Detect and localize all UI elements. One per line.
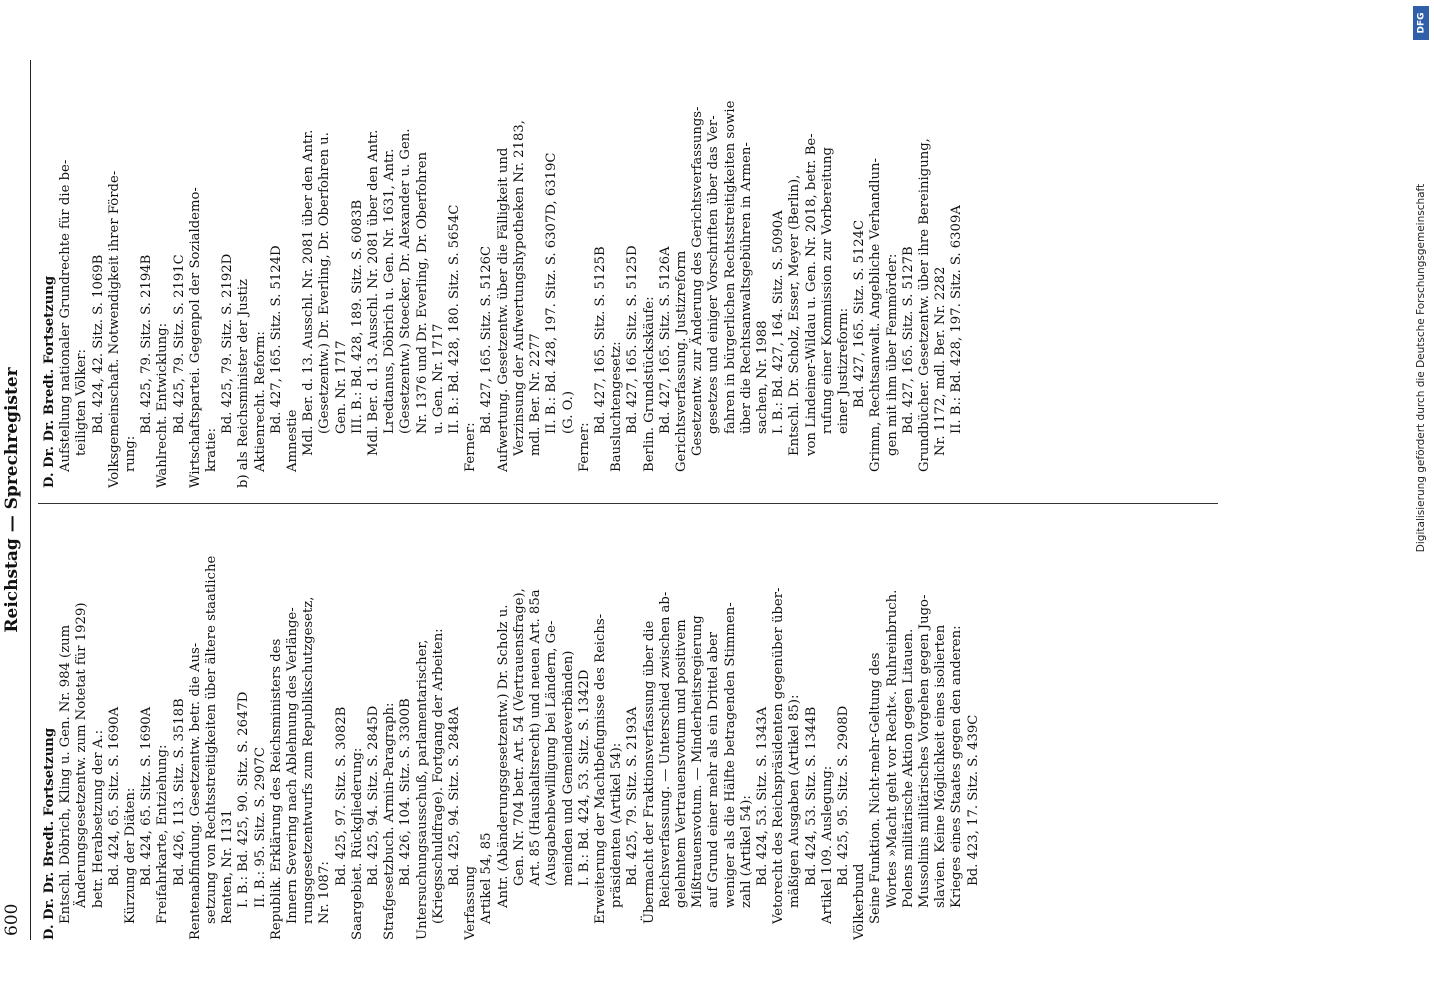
index-line: Mdl. Ber. d. 13. Ausschl. Nr. 2081 über den Antr. <box>301 129 317 456</box>
index-line: Gerichtsverfassung. Justizreform <box>673 250 689 472</box>
index-line: D. Dr. Dr. Bredt. Fortsetzung <box>42 727 57 940</box>
index-line: mäßigen Ausgaben (Artikel 85): <box>787 694 803 908</box>
index-line: (Gesetzentw.) Stoecker, Dr. Alexander u. Gen. <box>398 128 414 434</box>
index-line: b) als Reichsminister der Justiz <box>236 279 252 488</box>
index-line: Renten, Nr. 1131 <box>220 809 236 924</box>
index-line: Aufstellung nationaler Grundrechte für die be- <box>58 159 74 472</box>
index-line: Bd. 427, 165. Sitz. S. 5126A <box>657 246 673 434</box>
index-line: Bd. 427, 165. Sitz. S. 5124D <box>268 245 284 434</box>
page-title: Reichstag — Sprechregister <box>2 367 22 633</box>
left-column <box>42 520 982 940</box>
rotated-page <box>2 60 1302 940</box>
index-line: Bd. 425, 97. Sitz. S. 3082B <box>333 706 349 886</box>
index-line: Erweiterung der Machtbefugnisse des Reichs- <box>592 613 608 924</box>
index-line: Krieges eines Staates gegen den anderen: <box>949 625 965 908</box>
dfg-logo: DFG <box>1413 6 1429 40</box>
index-line: teiligten Völker: <box>74 349 90 456</box>
index-line: Mussolinis militärisches Vorgehen gegen Jugo- <box>916 594 932 908</box>
index-line: I. B.: Bd. 424, 53. Sitz. S. 1342D <box>576 669 592 886</box>
page-number: 600 <box>2 903 22 936</box>
index-line: betr. Herabsetzung der A.: <box>90 729 106 908</box>
index-line: Grundbücher. Gesetzentw. über ihre Bereinigung, <box>916 138 932 472</box>
index-line: Artikel 109. Auslegung: <box>819 765 835 924</box>
index-line: Bd. 425, 94. Sitz. S. 2848A <box>447 706 463 886</box>
index-line: Bd. 425, 79. Sitz. S. 2194B <box>139 254 155 434</box>
index-line: Rentenabfindung. Gesetzentw. betr. die Aus- <box>187 642 203 940</box>
index-line: III. B.: Bd. 428, 189. Sitz. S. 6083B <box>349 199 365 434</box>
index-line: I. B.: Bd. 427, 164. Sitz. S. 5090A <box>771 210 787 434</box>
index-line: meinden und Gemeindeverbänden) <box>560 650 576 886</box>
index-line: rung: <box>123 435 139 472</box>
index-line: Ferner: <box>463 422 479 472</box>
index-line: Bd. 426, 113. Sitz. S. 3518B <box>171 698 187 886</box>
index-line: Gesetzentw. zur Änderung des Gerichtsverfassungs- <box>690 106 706 456</box>
index-line: slavien. Keine Möglichkeit eines isolierten <box>933 624 949 908</box>
index-line: (Kriegsschuldfrage). Fortgang der Arbeiten: <box>430 628 446 924</box>
index-line: Bd. 425, 79. Sitz. S. 2192D <box>220 253 236 434</box>
index-line: Bausluchtengesetz: <box>609 341 625 472</box>
index-line: Bd. 427, 165. Sitz. S. 5126C <box>479 245 495 434</box>
header-rule <box>30 60 31 940</box>
index-line: sachen, Nr. 1988 <box>754 320 770 434</box>
right-column <box>42 68 966 488</box>
index-line: Bd. 424, 42. Sitz. S. 1069B <box>90 254 106 434</box>
index-line: Bd. 425, 79. Sitz. S. 2191C <box>171 254 187 434</box>
index-line: Bd. 425, 95. Sitz. S. 2908D <box>835 705 851 886</box>
index-line: Artikel 54, 85 <box>479 832 495 924</box>
index-line: Bd. 427, 165. Sitz. S. 5125B <box>592 246 608 434</box>
index-line: Aufwertung. Gesetzentw. über die Fälligkeit und <box>495 147 511 472</box>
index-line: Innern Severing nach Ablehnung des Verlänge- <box>285 607 301 924</box>
index-line: (Gesetzentw.) Dr. Everling, Dr. Oberfohren u. <box>317 132 333 434</box>
index-line: Entschl. Dr. Scholz, Esser, Meyer (Berlin), <box>787 174 803 456</box>
index-line: Volksgemeinschaft. Notwendigkeit ihrer Förde- <box>106 170 122 488</box>
index-line: Bd. 425, 94. Sitz. S. 2845D <box>366 705 382 886</box>
index-line: Ferner: <box>576 422 592 472</box>
index-line: Kürzung der Diäten: <box>123 787 139 924</box>
index-line: Freifahrkarte, Entziehung: <box>155 744 171 924</box>
index-line: Bd. 423, 17. Sitz. S. 439C <box>965 714 981 886</box>
index-line: rufung einer Kommission zur Vorbereitung <box>819 147 835 434</box>
index-line: Bd. 427, 165. Sitz. S. 5125D <box>625 245 641 434</box>
index-line: Vetorecht des Reichspräsidenten gegenüber über- <box>771 587 787 924</box>
index-line: (Ausgabenbewilligung bei Ländern, Ge- <box>544 620 560 886</box>
index-line: Art. 85 (Haushaltsrecht) und neuen Art. 85a <box>528 589 544 886</box>
index-line: Wirtschaftspartei. Gegenpol der Sozialdemo- <box>187 187 203 488</box>
index-line: II. B.: Bd. 428, 180. Sitz. S. 5654C <box>447 204 463 434</box>
index-line: Reichsverfassung. — Unterschied zwischen ab- <box>657 591 673 908</box>
index-line: Polens militärische Aktion gegen Litauen. <box>900 628 916 908</box>
index-line: Saargebiet. Rückgliederung: <box>349 747 365 940</box>
index-line: präsidenten (Artikel 54): <box>609 742 625 908</box>
index-line: über die Rechtsanwaltsgebühren in Armen- <box>738 142 754 434</box>
index-line: Verfassung <box>463 865 479 940</box>
index-line: Bd. 425, 79. Sitz. S. 2193A <box>625 706 641 886</box>
index-line: Grimm, Rechtsanwalt. Angebliche Verhandlun- <box>868 158 884 472</box>
index-line: Amnestie <box>285 409 301 472</box>
index-line: von Lindeiner-Wildau u. Gen. Nr. 2018, betr. Be- <box>803 133 819 456</box>
index-line: Gen. Nr. 704 betr. Art. 54 (Vertrauensfrage), <box>511 588 527 886</box>
index-line: (G. O.) <box>560 391 576 434</box>
index-line: Bd. 424, 53. Sitz. S. 1343A <box>754 706 770 886</box>
digitization-credit: Digitalisierung gefördert durch die Deutsche Forschungsgemeinschaft <box>1415 183 1427 553</box>
column-divider <box>38 503 1218 504</box>
index-line: Übermacht der Fraktionsverfassung über die <box>641 620 657 924</box>
index-line: mdl. Ber. Nr. 2277 <box>528 333 544 456</box>
index-line: kratie: <box>204 428 220 472</box>
index-line: Nr. 1376 und Dr. Everling, Dr. Oberfohren <box>414 152 430 434</box>
index-line: Lredtanus, Döbrich u. Gen. Nr. 1631, Antr. <box>382 148 398 434</box>
index-line: Nr. 1087: <box>317 861 333 924</box>
index-line: einer Justizreform: <box>835 307 851 434</box>
index-line: II. B.: 95. Sitz. S. 2907C <box>252 747 268 908</box>
index-line: gen mit ihm über Femmörder: <box>884 253 900 456</box>
index-line: u. Gen. Nr. 1717 <box>430 323 446 434</box>
index-line: Berlin. Grundstückskäufe: <box>641 296 657 472</box>
index-line: Bd. 424, 65. Sitz. S. 1690A <box>106 706 122 886</box>
index-line: rungsgesetzentwurfs zum Republikschutzgesetz, <box>301 596 317 924</box>
index-line: Mißtrauensvotum. — Minderheitsregierung <box>690 615 706 908</box>
index-line: zahl (Artikel 54): <box>738 795 754 908</box>
index-line: Antr. (Abänderungsgesetzentw.) Dr. Scholz u. <box>495 604 511 908</box>
index-line: gelehntem Vertrauensvotum und positivem <box>673 619 689 908</box>
page-header <box>2 60 32 940</box>
index-line: II. B.: Bd. 428, 197. Sitz. S. 6309A <box>949 205 965 434</box>
index-line: Bd. 426, 104. Sitz. S. 3300B <box>398 698 414 886</box>
index-line: setzung von Rechtsstreitigkeiten über ältere staatliche <box>204 555 220 924</box>
index-line: gesetzes und einiger Vorschriften über das Ver- <box>706 115 722 434</box>
index-line: fahren in bürgerlichen Rechtsstreitigkeiten sowie <box>722 100 738 434</box>
index-line: Wahlrecht. Entwicklung: <box>155 322 171 488</box>
index-line: I. B.: Bd. 425, 90. Sitz. S. 2647D <box>236 691 252 908</box>
index-line: D. Dr. Dr. Bredt. Fortsetzung <box>42 275 57 488</box>
index-line: Änderungsgesetzentw. zum Notetat für 1929) <box>74 602 90 908</box>
index-line: Bd. 424, 53. Sitz. S. 1344B <box>803 706 819 886</box>
index-line: auf Grund einer mehr als ein Drittel aber <box>706 631 722 908</box>
index-line: Strafgesetzbuch. Armin-Paragraph: <box>382 702 398 940</box>
index-line: weniger als die Hälfte betragenden Stimmen- <box>722 602 738 908</box>
index-line: Verzinsung der Aufwertungshypotheken Nr. 2183, <box>511 120 527 456</box>
index-line: Völkerbund <box>852 863 868 940</box>
index-line: Bd. 427, 165. Sitz. S. 5124C <box>852 219 868 408</box>
index-line: Nr. 1172, mdl. Ber. Nr. 2282 <box>933 266 949 456</box>
index-line: Bd. 427, 165. Sitz. S. 5127B <box>900 246 916 434</box>
index-line: Gen. Nr. 1717 <box>333 340 349 434</box>
index-line: Entschl. Döbrich, Kling u. Gen. Nr. 984 (zum <box>58 624 74 924</box>
index-line: Bd. 424, 65. Sitz. S. 1690A <box>139 706 155 886</box>
index-line: Seine Funktion. Nicht-mehr-Geltung des <box>868 652 884 924</box>
index-line: Wortes »Macht geht vor Recht«. Ruhreinbruch. <box>884 589 900 908</box>
index-line: II. B.: Bd. 428, 197. Sitz. S. 6307D, 6319C <box>544 152 560 434</box>
index-line: Republik. Erklärung des Reichsministers des <box>268 638 284 940</box>
index-line: Untersuchungsausschuß, parlamentarischer, <box>414 639 430 940</box>
index-line: Aktienrecht. Reform: <box>252 331 268 472</box>
index-line: Mdl. Ber. d. 13. Ausschl. Nr. 2081 über den Antr. <box>366 129 382 456</box>
